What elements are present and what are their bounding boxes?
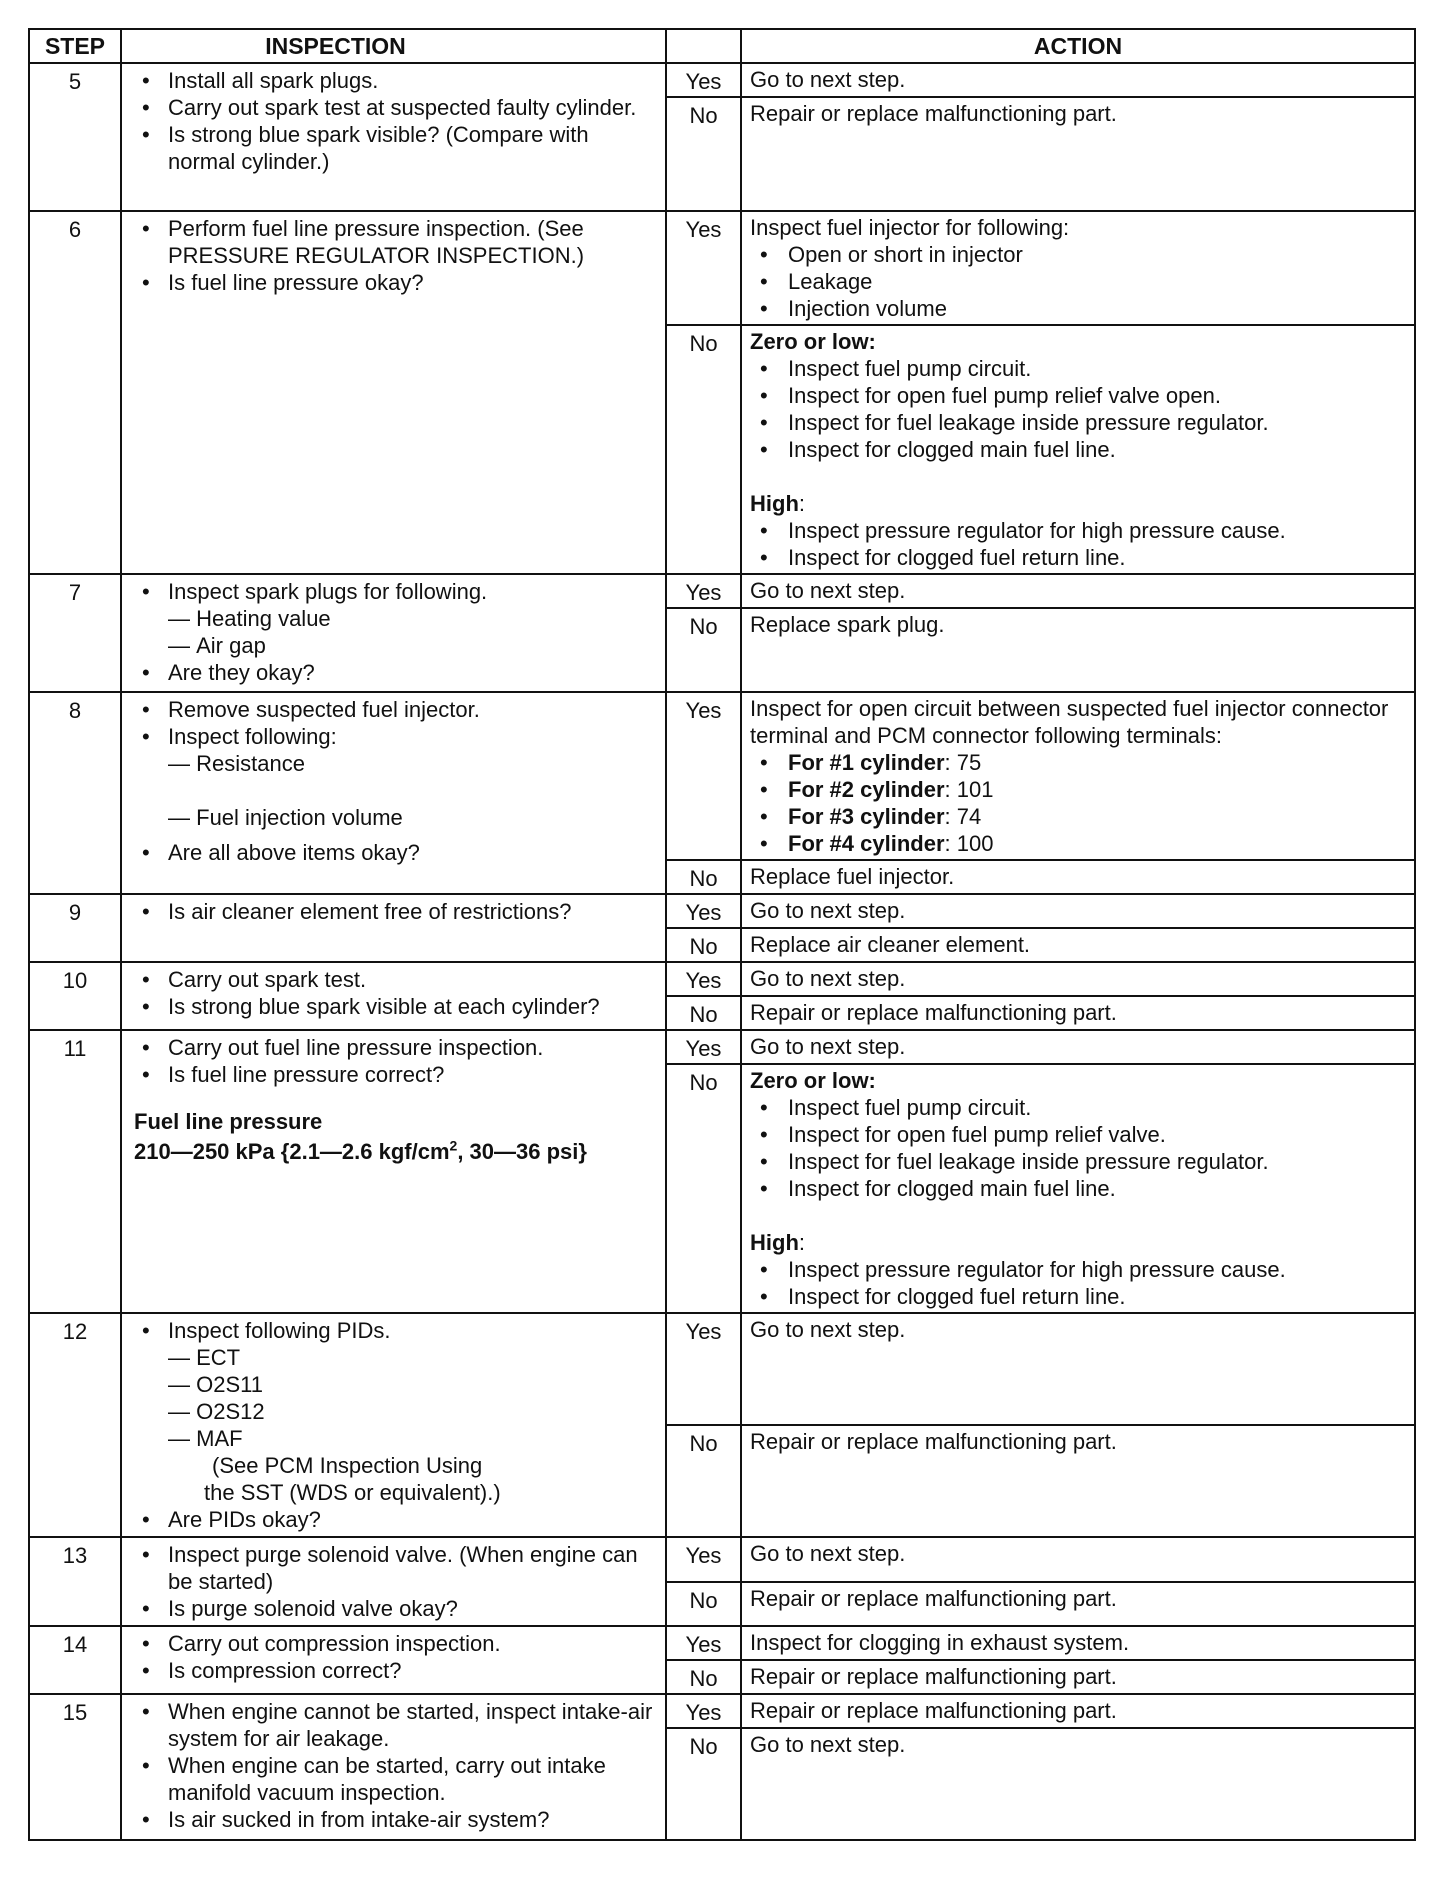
list-item: • Inspect pressure regulator for high pressure cause. <box>750 1256 1406 1283</box>
yes-label: Yes <box>666 1030 741 1064</box>
yes-label: Yes <box>666 962 741 996</box>
yes-action <box>741 692 1415 860</box>
table-row <box>29 63 1415 97</box>
yes-action: Go to next step. <box>741 1030 1415 1064</box>
list-item: • For #2 cylinder: 101 <box>750 776 1406 803</box>
list-item: • Is compression correct? <box>134 1657 657 1684</box>
sub-item: — Air gap <box>134 632 657 659</box>
high-title: High <box>750 1230 799 1255</box>
list-item: • Are PIDs okay? <box>134 1506 657 1533</box>
cylinder-label: For #2 cylinder <box>788 777 945 802</box>
no-action: Replace fuel injector. <box>741 860 1415 894</box>
spec-value <box>134 1138 657 1165</box>
sub-item: — ECT <box>134 1344 657 1371</box>
yes-action <box>741 211 1415 325</box>
list-item: • Inspect for open fuel pump relief valve open. <box>750 382 1406 409</box>
no-action: Repair or replace malfunctioning part. <box>741 1582 1415 1627</box>
list-item: • Are they okay? <box>134 659 657 686</box>
cylinder-label: For #3 cylinder <box>788 804 945 829</box>
spec-title: Fuel line pressure <box>134 1109 323 1134</box>
no-action: Replace air cleaner element. <box>741 928 1415 962</box>
no-label: No <box>666 996 741 1030</box>
list-item: • Is air sucked in from intake-air system? <box>134 1806 657 1833</box>
header-step: STEP <box>29 29 121 63</box>
inspection-cell <box>121 692 666 894</box>
terminal-value: 100 <box>956 831 994 856</box>
note-line: the SST (WDS or equivalent).) <box>204 1480 501 1505</box>
list-item: • Install all spark plugs. <box>134 67 657 94</box>
list-item: • Inspect fuel pump circuit. <box>750 1094 1406 1121</box>
sub-item: — O2S11 <box>134 1371 657 1398</box>
header-row <box>29 29 1415 63</box>
no-label: No <box>666 1660 741 1694</box>
list-item: • Injection volume <box>750 295 1406 322</box>
step-number: 8 <box>29 692 121 894</box>
list-item: • Inspect spark plugs for following. <box>134 578 657 605</box>
yes-label: Yes <box>666 1626 741 1660</box>
list-item: • Perform fuel line pressure inspection. (See PRESSURE REGULATOR INSPECTION.) <box>134 215 657 269</box>
table-row <box>29 894 1415 928</box>
no-label: No <box>666 928 741 962</box>
sub-item: — MAF <box>134 1425 657 1452</box>
list-item: • For #1 cylinder: 75 <box>750 749 1406 776</box>
no-label: No <box>666 1425 741 1537</box>
no-label: No <box>666 1064 741 1313</box>
list-item: • Inspect for clogged main fuel line. <box>750 1175 1406 1202</box>
table-row <box>29 1030 1415 1064</box>
no-action: Repair or replace malfunctioning part. <box>741 1660 1415 1694</box>
list-item: • Carry out compression inspection. <box>134 1630 657 1657</box>
yes-label: Yes <box>666 1313 741 1425</box>
yes-label: Yes <box>666 894 741 928</box>
list-item: • Carry out spark test. <box>134 966 657 993</box>
step-number: 13 <box>29 1537 121 1626</box>
list-item: • Is strong blue spark visible at each cylinder? <box>134 993 657 1020</box>
no-action: Replace spark plug. <box>741 608 1415 692</box>
yes-action: Go to next step. <box>741 1313 1415 1425</box>
note-line: (See PCM Inspection Using <box>212 1453 483 1478</box>
yes-action: Inspect for clogging in exhaust system. <box>741 1626 1415 1660</box>
step-number: 12 <box>29 1313 121 1537</box>
yes-action: Go to next step. <box>741 63 1415 97</box>
list-item: • Is air cleaner element free of restrictions? <box>134 898 657 925</box>
spec-superscript: 2 <box>449 1137 458 1154</box>
table-row <box>29 692 1415 860</box>
yes-action: Repair or replace malfunctioning part. <box>741 1694 1415 1728</box>
inspection-cell <box>121 1694 666 1840</box>
terminal-value: 74 <box>956 804 982 829</box>
list-item: • Inspect purge solenoid valve. (When engine can be started) <box>134 1541 657 1595</box>
table-row <box>29 1313 1415 1425</box>
no-action: Zero or low: • Inspect fuel pump circuit. • Inspect for open fuel pump relief valve open. • Inspect for fuel leakage inside pressure regulator. • Inspect for clogged main fuel line. High: • Inspect pressure regulator for high pressure cause. • Inspect for clogged fuel return line. <box>741 325 1415 574</box>
list-item: • Is fuel line pressure okay? <box>134 269 657 296</box>
inspection-cell <box>121 63 666 211</box>
diagnostic-table <box>28 28 1416 1841</box>
step-number: 6 <box>29 211 121 574</box>
list-item: • Inspect for fuel leakage inside pressure regulator. <box>750 1148 1406 1175</box>
step-number: 10 <box>29 962 121 1030</box>
sub-item: — Fuel injection volume <box>134 804 657 831</box>
list-item: • For #3 cylinder: 74 <box>750 803 1406 830</box>
cylinder-label: For #4 cylinder <box>788 831 945 856</box>
sub-item: — Resistance <box>134 750 657 777</box>
list-item: • Are all above items okay? <box>134 839 657 866</box>
yes-label: Yes <box>666 211 741 325</box>
inspection-cell <box>121 574 666 692</box>
terminal-value: 75 <box>956 750 982 775</box>
inspection-cell <box>121 1313 666 1537</box>
low-title: Zero or low: <box>750 1068 876 1093</box>
list-item: • Leakage <box>750 268 1406 295</box>
list-item: • Open or short in injector <box>750 241 1406 268</box>
list-item: • Carry out spark test at suspected faulty cylinder. <box>134 94 657 121</box>
table-row <box>29 1694 1415 1728</box>
action-title: Inspect fuel injector for following: <box>750 215 1070 240</box>
table-row <box>29 1626 1415 1660</box>
yes-action: Go to next step. <box>741 1537 1415 1582</box>
list-item: • Inspect following PIDs. <box>134 1317 657 1344</box>
yes-action: Go to next step. <box>741 962 1415 996</box>
low-title: Zero or low: <box>750 329 876 354</box>
no-action: Repair or replace malfunctioning part. <box>741 996 1415 1030</box>
list-item: • Inspect for clogged fuel return line. <box>750 1283 1406 1310</box>
step-number: 14 <box>29 1626 121 1694</box>
list-item: • Inspect for clogged main fuel line. <box>750 436 1406 463</box>
sub-item: — O2S12 <box>134 1398 657 1425</box>
step-number: 11 <box>29 1030 121 1313</box>
table-row <box>29 1537 1415 1582</box>
yes-label: Yes <box>666 1537 741 1582</box>
yes-label: Yes <box>666 1694 741 1728</box>
sub-item: — Heating value <box>134 605 657 632</box>
yes-label: Yes <box>666 63 741 97</box>
no-label: No <box>666 860 741 894</box>
header-empty <box>666 29 741 63</box>
list-item: • Inspect fuel pump circuit. <box>750 355 1406 382</box>
inspection-cell <box>121 1626 666 1694</box>
no-action: Go to next step. <box>741 1728 1415 1840</box>
step-number: 15 <box>29 1694 121 1840</box>
list-item: • For #4 cylinder: 100 <box>750 830 1406 857</box>
list-item: • Is fuel line pressure correct? <box>134 1061 657 1088</box>
no-label: No <box>666 325 741 574</box>
step-number: 9 <box>29 894 121 962</box>
yes-label: Yes <box>666 692 741 860</box>
inspection-cell <box>121 1537 666 1626</box>
list-item: • When engine can be started, carry out intake manifold vacuum inspection. <box>134 1752 657 1806</box>
no-label: No <box>666 97 741 211</box>
list-item: • Inspect pressure regulator for high pressure cause. <box>750 517 1406 544</box>
no-label: No <box>666 608 741 692</box>
list-item: • Inspect following: <box>134 723 657 750</box>
terminal-value: 101 <box>956 777 994 802</box>
header-action: ACTION <box>741 29 1415 63</box>
cylinder-label: For #1 cylinder <box>788 750 945 775</box>
no-action: Repair or replace malfunctioning part. <box>741 97 1415 211</box>
inspection-cell <box>121 894 666 962</box>
high-title: High <box>750 491 799 516</box>
step-number: 7 <box>29 574 121 692</box>
table-row <box>29 962 1415 996</box>
inspection-cell <box>121 962 666 1030</box>
yes-action: Go to next step. <box>741 574 1415 608</box>
list-item: • Inspect for open fuel pump relief valve. <box>750 1121 1406 1148</box>
inspection-cell <box>121 1030 666 1313</box>
no-label: No <box>666 1582 741 1627</box>
spec-part: 210—250 kPa {2.1—2.6 kgf/cm <box>134 1139 450 1164</box>
list-item: • Is strong blue spark visible? (Compare with normal cylinder.) <box>134 121 657 175</box>
table-row <box>29 574 1415 608</box>
list-item: • Remove suspected fuel injector. <box>134 696 657 723</box>
no-action: Zero or low: • Inspect fuel pump circuit. • Inspect for open fuel pump relief valve. • Inspect for fuel leakage inside pressure regulator. • Inspect for clogged main fuel line. High: • Inspect pressure regulator for high pressure cause. • Inspect for clogged fuel return line. <box>741 1064 1415 1313</box>
spec-part: , 30—36 psi} <box>457 1139 587 1164</box>
list-item: • Carry out fuel line pressure inspection. <box>134 1034 657 1061</box>
yes-action: Go to next step. <box>741 894 1415 928</box>
inspection-cell <box>121 211 666 574</box>
header-inspection: INSPECTION <box>121 29 666 63</box>
table-row <box>29 211 1415 325</box>
step-number: 5 <box>29 63 121 211</box>
list-item: • When engine cannot be started, inspect intake-air system for air leakage. <box>134 1698 657 1752</box>
list-item: • Inspect for clogged fuel return line. <box>750 544 1406 571</box>
no-action: Repair or replace malfunctioning part. <box>741 1425 1415 1537</box>
no-label: No <box>666 1728 741 1840</box>
list-item: • Is purge solenoid valve okay? <box>134 1595 657 1622</box>
action-title: Inspect for open circuit between suspected fuel injector connector terminal and PCM connector following terminals: <box>750 696 1389 748</box>
yes-label: Yes <box>666 574 741 608</box>
list-item: • Inspect for fuel leakage inside pressure regulator. <box>750 409 1406 436</box>
